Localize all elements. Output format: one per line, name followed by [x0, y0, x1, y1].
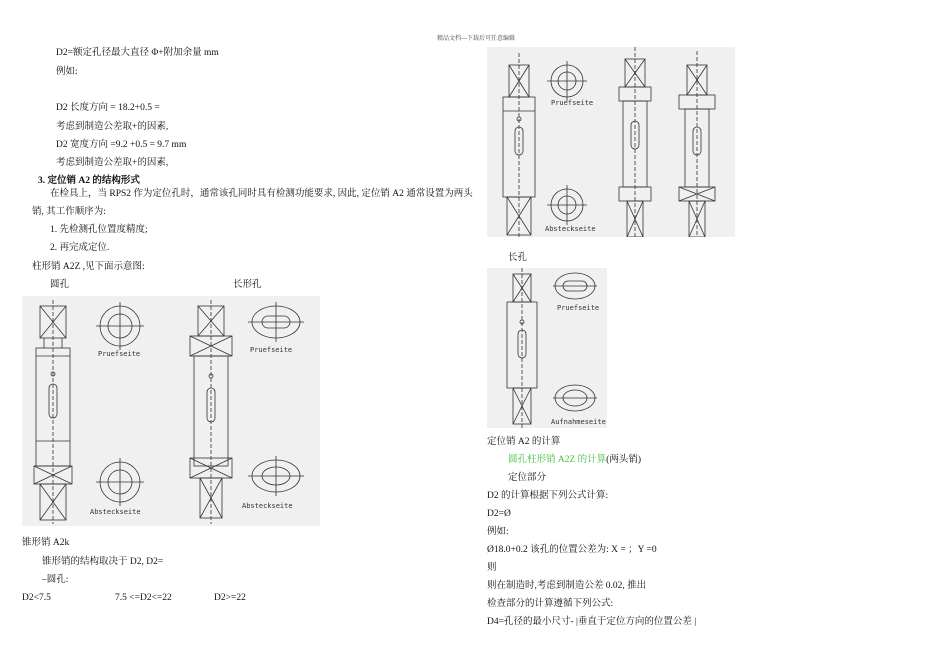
d4-line: D4=孔径的最小尺寸- |垂直于定位方向的位置公差 |	[487, 617, 697, 627]
width-direction: D2 宽度方向 =9.2 +0.5 = 9.7 mm	[56, 140, 187, 150]
example-label: 例如:	[56, 67, 78, 77]
fig-label-pruefseite-2: Pruefseite	[250, 346, 293, 354]
cone-pin-title: 锥形销 A2k	[22, 538, 70, 548]
long-hole-label: 长形孔	[233, 280, 262, 290]
d2-definition: D2=额定孔径最大直径 Φ+附加余量 mm	[56, 48, 219, 58]
tolerance-note-1: 考虑到制造公差取+的因素,	[56, 122, 169, 132]
fig-long-label-aufnahmeseite: Aufnahmeseite	[551, 418, 606, 426]
fig-label-pruefseite-1: Pruefseite	[98, 350, 141, 358]
cone-pin-figure	[487, 47, 735, 237]
paragraph-1-continued: 销, 其工作顺序为:	[32, 207, 106, 217]
example-line: Ø18.0+0.2 该孔的位置公差为: X = ；Y =0	[487, 545, 657, 555]
fig-long-label-pruefseite: Pruefseite	[557, 304, 600, 312]
cone-pin-description: 锥形销的结构取决于 D2, D2=	[42, 557, 164, 567]
page-header: 精品文档---下载后可任意编辑	[437, 36, 515, 42]
range-1: D2<7.5	[22, 593, 51, 603]
then-label: 则	[487, 563, 497, 573]
cylinder-pin-figure	[22, 296, 320, 526]
calc-title: 定位销 A2 的计算	[487, 437, 561, 447]
then-line: 则在制造时,考虑到制造公差 0.02, 推出	[487, 581, 647, 591]
length-direction: D2 长度方向 = 18.2+0.5 =	[56, 103, 160, 113]
d2-formula-intro: D2 的计算根据下列公式计算:	[487, 491, 609, 501]
tolerance-note-2: 考虑到制造公差取+的因素,	[56, 158, 169, 168]
fig-label-absteckseite-2: Absteckseite	[242, 502, 293, 510]
paragraph-1: 在检具上，当 RPS2 作为定位孔时，通常该孔同时具有检测功能要求, 因此, 定位销 A2 通常设置为两头	[50, 189, 473, 199]
step-1: 1. 先检测孔位置度精度;	[50, 225, 148, 235]
cylinder-pin-intro: 柱形销 A2Z ,见下面示意图:	[32, 262, 145, 272]
green-heading: 圆孔柱形销 A2Z 的计算	[508, 455, 607, 465]
locating-part: 定位部分	[508, 473, 547, 483]
range-3: D2>=22	[214, 593, 246, 603]
section-3-title: 3. 定位销 A2 的结构形式	[38, 176, 140, 186]
fig-top-label-pruefseite: Pruefseite	[551, 99, 594, 107]
fig-label-absteckseite-1: Absteckseite	[90, 508, 141, 516]
example-label-right: 例如:	[487, 527, 509, 537]
step-2: 2. 再完成定位.	[50, 243, 110, 253]
long-hole-figure	[487, 268, 607, 428]
round-hole-label: 圆孔	[50, 280, 70, 290]
range-2: 7.5 <=D2<=22	[115, 593, 172, 603]
long-hole-title: 长孔	[508, 253, 528, 263]
fig-top-label-absteckseite: Absteckseite	[545, 225, 596, 233]
round-hole-item: –圆孔:	[42, 575, 69, 585]
inspect-line: 检查部分的计算遵循下列公式:	[487, 599, 614, 609]
d2-equation: D2=Ø	[487, 509, 511, 519]
green-heading-suffix: (两头销)	[606, 455, 641, 465]
